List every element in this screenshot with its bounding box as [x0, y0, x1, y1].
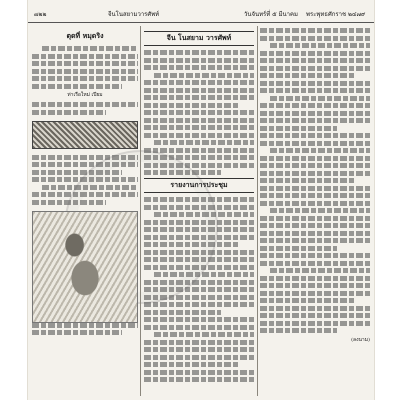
column-left [32, 28, 138, 396]
text-line [32, 69, 138, 74]
text-line [144, 50, 254, 55]
text-line [154, 73, 254, 78]
text-line [260, 321, 370, 326]
article-byline: ท่าเรือใหม่ เปียม [67, 92, 103, 98]
text-line [144, 205, 254, 210]
text-line [260, 193, 370, 198]
page-header [28, 8, 374, 23]
text-line [260, 36, 370, 41]
text-line [260, 171, 370, 176]
text-line [32, 76, 138, 81]
text-line [144, 227, 254, 232]
text-line [260, 118, 370, 123]
text-line [144, 220, 254, 225]
text-line [144, 125, 254, 130]
text-line [32, 323, 138, 328]
text-line [260, 126, 337, 131]
text-line [144, 88, 254, 93]
text-line [260, 133, 370, 138]
text-line [270, 96, 370, 101]
text-line [144, 355, 254, 360]
text-line [154, 272, 254, 277]
text-line [260, 73, 354, 78]
text-line [32, 330, 122, 335]
text-line [144, 65, 254, 70]
text-line [154, 332, 254, 337]
text-line [144, 242, 238, 247]
text-line [260, 58, 370, 63]
text-line [260, 216, 370, 221]
text-line [32, 61, 138, 66]
text-line [32, 110, 106, 115]
text-line [144, 265, 254, 270]
text-line [260, 306, 370, 311]
text-line [270, 43, 370, 48]
text-line [144, 310, 221, 315]
column-middle [144, 28, 254, 396]
column-rule [140, 26, 141, 396]
text-line [144, 250, 254, 255]
text-line [260, 231, 370, 236]
text-line [144, 377, 254, 382]
text-line [144, 163, 254, 168]
text-line [144, 197, 254, 202]
text-line [260, 276, 370, 281]
text-line [144, 110, 254, 115]
text-line [260, 253, 370, 258]
issue-date: วันจันทร์ที่ ๕ มีนาคม [244, 11, 298, 18]
text-line [32, 54, 138, 59]
engraved-illustration [32, 211, 138, 323]
text-line [144, 317, 254, 322]
newspaper-title: จีนโนสยามวารศัพท์ [108, 11, 160, 18]
text-line [144, 103, 238, 108]
text-line [260, 291, 370, 296]
text-line [260, 283, 370, 288]
text-line [32, 192, 138, 197]
text-line [144, 287, 254, 292]
text-line [144, 118, 254, 123]
text-line [260, 246, 337, 251]
text-line [260, 28, 370, 33]
text-line [260, 328, 337, 333]
text-line [260, 186, 370, 191]
page-number: ๗๒๒ [34, 11, 47, 18]
text-line [260, 156, 370, 161]
text-line [144, 148, 254, 153]
text-line [260, 313, 370, 318]
text-line [144, 155, 254, 160]
text-line [32, 200, 106, 205]
text-line [144, 347, 254, 352]
text-line [144, 80, 254, 85]
text-line [42, 46, 138, 51]
text-line [144, 340, 254, 345]
text-line [144, 235, 254, 240]
text-line [260, 103, 370, 108]
text-line [260, 298, 354, 303]
text-line [260, 163, 370, 168]
text-line [32, 170, 122, 175]
signature-closing: (ลงนาม) [351, 337, 370, 343]
text-line [260, 178, 354, 183]
text-line [144, 325, 254, 330]
issue-year: พระพุทธศักราช ๒๔๗๙ [306, 11, 366, 18]
text-line [270, 268, 370, 273]
text-line [144, 362, 238, 367]
text-line [260, 261, 370, 266]
text-line [144, 302, 254, 307]
text-line [260, 201, 370, 206]
text-line [154, 212, 254, 217]
text-line [144, 58, 254, 63]
text-line [32, 155, 138, 160]
text-line [144, 170, 221, 175]
text-line [144, 370, 254, 375]
text-line [260, 223, 370, 228]
text-line [144, 295, 254, 300]
text-line [260, 111, 370, 116]
text-line [270, 148, 370, 153]
ornamental-banner [32, 121, 138, 149]
text-line [260, 81, 370, 86]
text-line [144, 133, 254, 138]
text-line [32, 102, 138, 107]
article-heading: ตุดที่ หมุดริง [66, 31, 104, 40]
section-heading: รายงานการประชุม [144, 178, 254, 193]
text-line [260, 88, 370, 93]
text-line [32, 84, 122, 89]
column-rule [257, 26, 258, 396]
newspaper-page [28, 0, 374, 400]
text-line [144, 280, 254, 285]
text-line [260, 141, 370, 146]
text-line [144, 257, 254, 262]
masthead: จีน โนสยาม วารศัพท์ [144, 31, 254, 46]
text-line [144, 95, 254, 100]
text-line [42, 185, 138, 190]
text-line [260, 66, 370, 71]
text-line [260, 51, 370, 56]
text-line [154, 140, 254, 145]
column-right [260, 28, 370, 396]
text-line [270, 208, 370, 213]
text-line [32, 177, 138, 182]
text-line [260, 238, 370, 243]
text-line [32, 162, 138, 167]
